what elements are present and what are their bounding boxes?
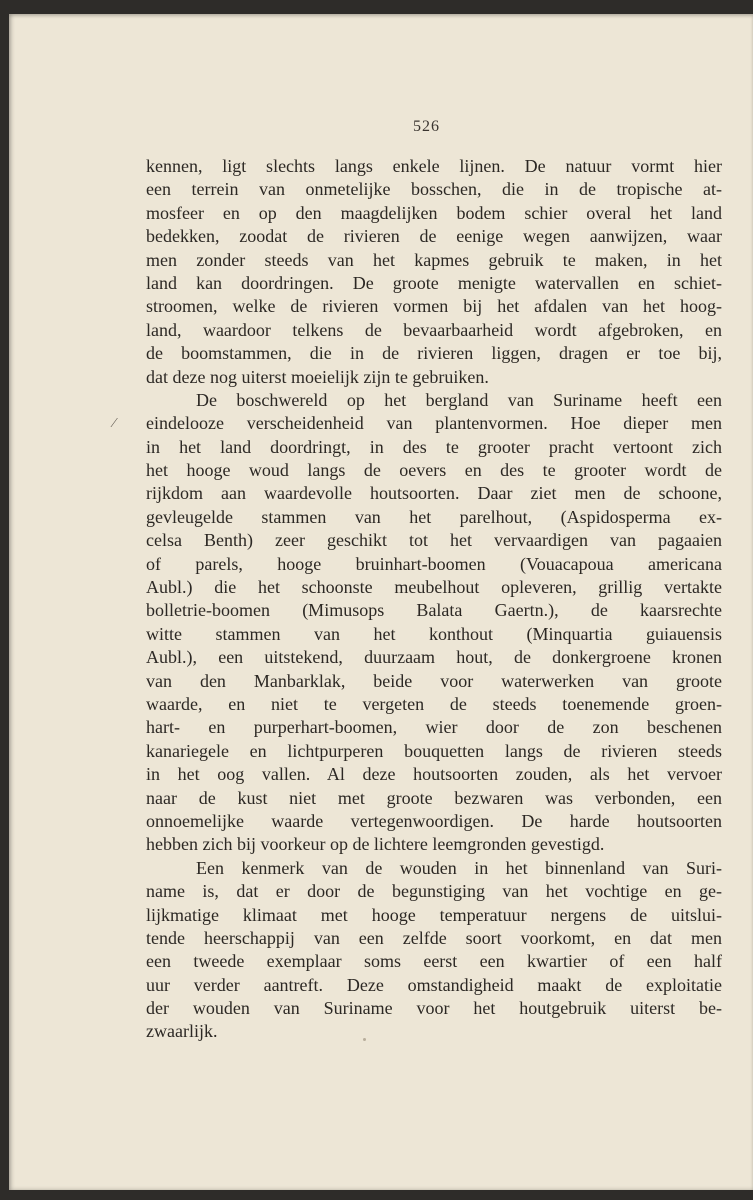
text-line: het hooge woud langs de oevers en des te grooter wordt de: [146, 460, 722, 481]
text-line: celsa Benth) zeer geschikt tot het vervaardigen van pagaaien: [146, 530, 722, 551]
text-line: stroomen, welke de rivieren vormen bij het afdalen van het hoog-: [146, 296, 722, 317]
text-line: mosfeer en op den maagdelijken bodem schier overal het land: [146, 202, 722, 223]
text-line: tende heerschappij van een zelfde soort voorkomt, en dat men: [146, 927, 722, 948]
text-line: onnoemelijke waarde vertegenwoordigen. De harde houtsoorten: [146, 810, 722, 831]
text-line: in het land doordringt, in des te grooter pracht vertoont zich: [146, 436, 722, 457]
text-line: name is, dat er door de begunstiging van het vochtige en ge-: [146, 881, 722, 902]
text-line: lijkmatige klimaat met hooge temperatuur nergens de uitslui-: [146, 904, 722, 925]
text-line: bolletrie-boomen (Mimusops Balata Gaertn.), de kaarsrechte: [146, 600, 722, 621]
text-line: in het oog vallen. Al deze houtsoorten zouden, als het vervoer: [146, 764, 722, 785]
body-text: [146, 155, 722, 1044]
text-line: Een kenmerk van de wouden in het binnenland van Suri-: [196, 857, 722, 878]
text-line: hart- en purperhart-boomen, wier door de zon beschenen: [146, 717, 722, 738]
text-line: witte stammen van het konthout (Minquartia guiauensis: [146, 623, 722, 644]
text-line: land kan doordringen. De groote menigte watervallen en schiet-: [146, 272, 722, 293]
text-line: Aubl.), een uitstekend, duurzaam hout, de donkergroene kronen: [146, 647, 722, 668]
text-line: kanariegele en lichtpurperen bouquetten langs de rivieren steeds: [146, 740, 722, 761]
text-line: uur verder aantreft. Deze omstandigheid maakt de exploitatie: [146, 974, 722, 995]
text-line: kennen, ligt slechts langs enkele lijnen. De natuur vormt hier: [146, 156, 722, 176]
text-line: der wouden van Suriname voor het houtgebruik uiterst be-: [146, 998, 722, 1019]
text-line: hebben zich bij voorkeur op de lichtere leemgronden gevestigd.: [146, 834, 605, 855]
paper-speck: [363, 1038, 366, 1041]
text-line: De boschwereld op het bergland van Suriname heeft een: [196, 389, 722, 410]
text-line: Aubl.) die het schoonste meubelhout opleveren, grillig vertakte: [146, 577, 722, 598]
text-line: van den Manbarklak, beide voor waterwerken van groote: [146, 670, 722, 691]
text-line: bedekken, zoodat de rivieren de eenige wegen aanwijzen, waar: [146, 226, 722, 247]
text-line: de boomstammen, die in de rivieren liggen, dragen er toe bij,: [146, 343, 722, 364]
text-line: naar de kust niet met groote bezwaren was verbonden, een: [146, 787, 722, 808]
text-line: land, waardoor telkens de bevaarbaarheid wordt afgebroken, en: [146, 319, 722, 340]
text-line: eindelooze verscheidenheid van plantenvormen. Hoe dieper men: [146, 413, 722, 434]
page-number: 526: [413, 118, 440, 135]
text-line: zwaarlijk.: [146, 1021, 218, 1042]
margin-pencil-mark: ⁄: [113, 416, 116, 431]
text-line: waarde, en niet te vergeten de steeds toenemende groen-: [146, 693, 722, 714]
text-line: gevleugelde stammen van het parelhout, (Aspidosperma ex-: [146, 506, 722, 527]
text-line: een tweede exemplaar soms eerst een kwartier of een half: [146, 951, 722, 972]
text-line: een terrein van onmetelijke bosschen, die in de tropische at-: [146, 179, 722, 200]
text-line: dat deze nog uiterst moeielijk zijn te gebruiken.: [146, 366, 489, 387]
text-line: rijkdom aan waardevolle houtsoorten. Daar ziet men de schoone,: [146, 483, 722, 504]
text-line: men zonder steeds van het kapmes gebruik te maken, in het: [146, 249, 722, 270]
text-line: of parels, hooge bruinhart-boomen (Vouacapoua americana: [146, 553, 722, 574]
